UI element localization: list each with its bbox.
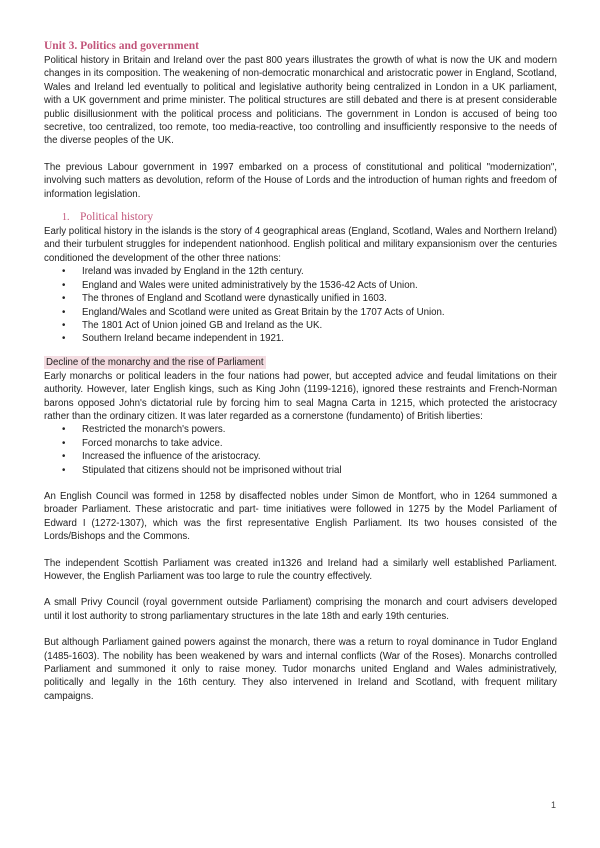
list-item: • Stipulated that citizens should not be imprisoned without trial [62,464,342,476]
bullet-icon: • [62,319,66,331]
bullet-icon: • [62,437,66,449]
body-paragraph: A small Privy Council (royal government outside Parliament) comprising the monarch and court advisers developed until it lost authority to strong parliamentary structures in the late 18th and early 19th centuries. [44,597,557,622]
history-bullet-list [44,265,557,345]
list-item: • Restricted the monarch's powers. [62,424,226,436]
bullet-icon: • [62,464,66,476]
bullet-icon: • [62,451,66,463]
document-page [44,40,557,703]
body-paragraph: The independent Scottish Parliament was created in1326 and Ireland had a similarly well established Parliament. However, the English Parliament was too large to rule the country effectively. [44,557,557,582]
page-number: 1 [550,800,556,810]
bullet-icon: • [62,424,66,436]
list-item: • The 1801 Act of Union joined GB and Ireland as the UK. [62,319,323,331]
section-number: 1. [62,212,70,224]
section-paragraph: Early political history in the islands is the story of 4 geographical areas (England, Scotland, Wales and Northern Ireland) and their turbulent struggles for independent nationhood. English political and military expansionism over the centuries conditioned the development of the other three nations: [44,226,557,264]
list-item: • Forced monarchs to take advice. [62,437,223,449]
subsection-heading: Decline of the monarchy and the rise of Parliament [46,356,264,368]
section-heading [62,211,557,223]
intro-paragraph-1: Political history in Britain and Ireland over the past 800 years illustrates the growth of what is now the UK and modern changes in its composition. The weakening of non-democratic monarchical and aristocratic power in England, Scotland, Wales and Ireland led eventually to political and legislative authority being centralized in London in a UK parliament, with a UK government and prime minister. The political structures are still debated and there is at present considerable public disillusionment with the political process and politicians. The government in London is accused of being too secretive, too centralized, too remote, too media-reactive, too controlling and insufficiently responsive to the needs of the diverse peoples of the UK. [44,55,557,147]
intro-paragraph-2: The previous Labour government in 1997 embarked on a process of constitutional and political "modernization", involving such matters as devolution, reform of the House of Lords and the introduction of human rights and freedom of information legislation. [44,161,557,200]
section-title: Political history [80,211,154,224]
list-item: • Southern Ireland became independent in 1921. [62,333,284,345]
bullet-icon: • [62,279,66,291]
magna-carta-bullet-list [44,423,557,477]
bullet-icon: • [62,293,66,305]
list-item: • England and Wales were united administratively by the 1536-42 Acts of Union. [62,279,418,291]
body-paragraph: An English Council was formed in 1258 by disaffected nobles under Simon de Montfort, who in 1264 summoned a broader Parliament. These aristocratic and part- time initiatives were followed in 1275 by the Model Parliament of Edward I (1272-1307), which was the first representative English Parliament. Its two houses consisted of the Lords/Bishops and the Commons. [44,490,557,543]
body-paragraph: But although Parliament gained powers against the monarch, there was a return to royal dominance in Tudor England (1485-1603). The nobility has been weakened by wars and internal conflicts (War of the Roses). Monarchs controlled Parliament and summoned it only to raise money. Tudor monarchs united England and Wales administratively, politically and legally in the 16th century. They also intervened in Ireland and Scotland, with frequent military campaigns. [44,637,557,702]
subsection-paragraph: Early monarchs or political leaders in the four nations had power, but accepted advice and feudal limitations on their authority. However, later English kings, such as King John (1199-1216), ignored these restraints and French-Norman barons opposed John's dictatorial rule by forcing him to seal Magna Carta in 1215, which protected the aristocracy rather than the ordinary citizen. It was later regarded as a cornerstone (fundamento) of British liberties: [44,370,557,422]
list-item: • Ireland was invaded by England in the 12th century. [62,266,304,278]
list-item: • Increased the influence of the aristocracy. [62,451,261,463]
list-item: • England/Wales and Scotland were united as Great Britain by the 1707 Acts of Union. [62,306,445,318]
bullet-icon: • [62,266,66,278]
bullet-icon: • [62,333,66,345]
unit-title: Unit 3. Politics and government [44,40,199,52]
list-item: • The thrones of England and Scotland were dynastically unified in 1603. [62,293,387,305]
bullet-icon: • [62,306,66,318]
